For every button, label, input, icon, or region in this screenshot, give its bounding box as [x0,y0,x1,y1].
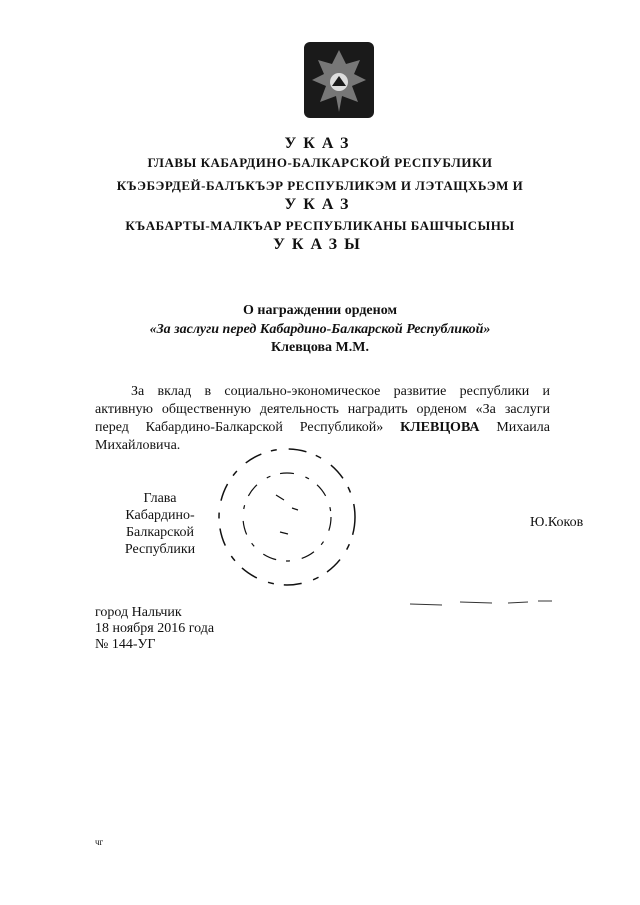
footer-number: № 144-УГ [95,637,156,652]
decree-word-2: УКАЗ [284,196,356,213]
signatory-line-3: Республики [124,542,196,557]
signatory-line-2: Кабардино-Балкарской [125,508,195,540]
header-line-1: ГЛАВЫ КАБАРДИНО-БАЛКАРСКОЙ РЕСПУБЛИКИ [147,155,493,170]
header-line-3: КЪАБАРТЫ-МАЛКЪАР РЕСПУБЛИКАНЫ БАШЧЫСЫНЫ [125,218,515,233]
decree-title-line-3: Клевцова М.М. [271,340,369,355]
decree-word-1: УКАЗ [284,135,356,152]
decree-word-3: УКАЗЫ [273,236,367,253]
signature-traces [380,592,580,612]
official-seal-stamp [210,440,360,590]
footer-date: 18 ноября 2016 года [95,621,215,636]
header-line-2: КЪЭБЭРДЕЙ-БАЛЪКЪЭР РЕСПУБЛИКЭМ И ЛЭТАЩХЬЭМ И [116,178,524,193]
coat-of-arms-emblem [302,40,376,120]
body-text-part-1: За вклад в социально-экономическое развитие республики и активную общественную деятельность наградить орденом «За заслуги перед Кабардино-Балкарской Республикой» [95,384,550,435]
signatory-name: Ю.Коков [530,515,584,530]
signatory-title [95,490,225,558]
decree-title-line-2: «За заслуги перед Кабардино-Балкарской Республикой» [149,322,491,337]
footer-city: город Нальчик [95,605,182,620]
awardee-surname: КЛЕВЦОВА [400,420,480,435]
margin-initials: чг [95,837,104,847]
body-text-part-2: Михаила Михайловича. [95,420,550,453]
decree-footer [95,605,214,653]
decree-title-line-1: О награждении орденом [243,303,397,318]
signatory-line-1: Глава [143,491,177,506]
